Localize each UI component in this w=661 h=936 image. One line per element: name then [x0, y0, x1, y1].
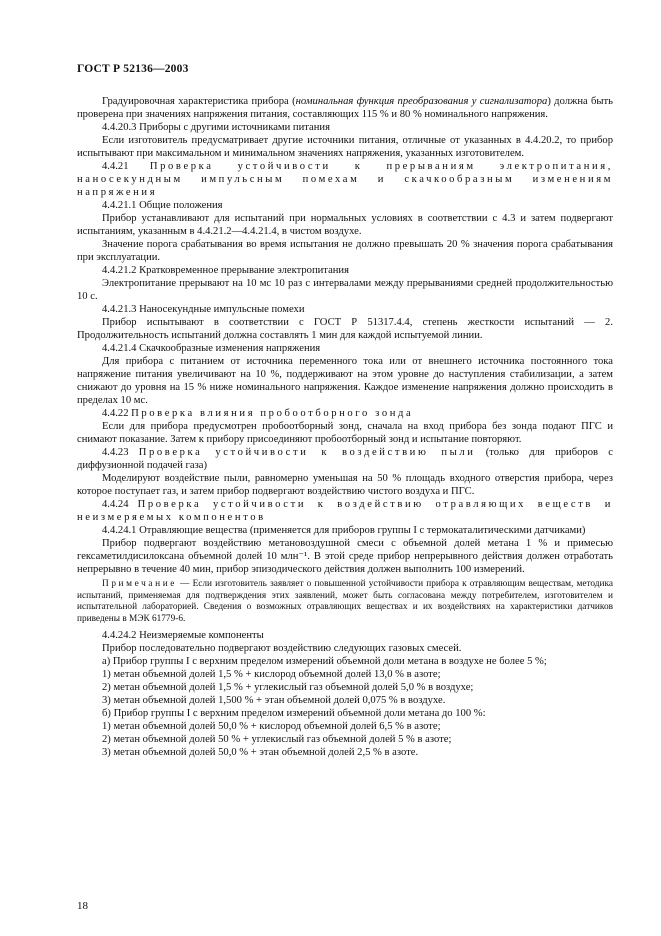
section-heading: 4.4.21.1 Общие положения — [102, 200, 223, 211]
section-heading: 4.4.24.1 Отравляющие вещества (применяется для приборов группы I с термокаталитическими датчиками) — [102, 525, 586, 536]
section-heading: 4.4.23 Проверка устойчивости к воздействию пыли (только для приборов с диффузионной подачей газа) — [77, 447, 613, 471]
section-heading: 4.4.24.2 Неизмеряемые компоненты — [102, 630, 264, 642]
paragraph: Электропитание прерывают на 10 мс 10 раз с интервалами между прерываниями средней продолжительностью 10 с. — [77, 278, 613, 302]
paragraph: Для прибора с питанием от источника переменного тока или от внешнего источника постоянного тока напряжение питания увеличивают на 10 %, поддерживают на этом уровне до наступления стабилизации, а затем снижают до уровня на 15 % ниже номинального напряжения. Каждое изменение напряжения должно происходить в пределах 10 мс. — [77, 356, 613, 406]
list-item: 1) метан объемной долей 50,0 % + кислород объемной долей 6,5 % в азоте; — [102, 721, 441, 733]
list-item: б) Прибор группы I с верхним пределом измерений объемной доли метана до 100 %: — [102, 708, 486, 720]
spaced-title: Проверка устойчивости к прерываниям электропитания, наносекундным импульсным помехам и скачкообразным изменениям напряжения — [77, 161, 613, 198]
list-item: 3) метан объемной долей 50,0 % + этан объемной долей 2,5 % в азоте. — [102, 747, 419, 759]
note-label: Примечание — [102, 579, 177, 589]
spaced-title: Проверка устойчивости к воздействию отравляющих веществ и неизмеряемых компонентов — [77, 499, 613, 523]
list-item: 2) метан объемной долей 1,5 % + углекислый газ объемной долей 5,0 % в воздухе; — [102, 682, 474, 694]
paragraph: Если изготовитель предусматривает другие источники питания, отличные от указанных в 4.4.20.2, то прибор испытывают при максимальном и минимальном значениях напряжения, указанных изготовителем. — [77, 135, 613, 159]
italic-term: номинальная функция преобразования у сигнализатора — [295, 96, 548, 107]
paragraph: Прибор последовательно подвергают воздействию следующих газовых смесей. — [102, 643, 462, 655]
spaced-title: Проверка влияния пробоотборного зонда — [131, 408, 414, 419]
section-heading: 4.4.22 Проверка влияния пробоотборного зонда — [102, 408, 414, 419]
spaced-title: Проверка устойчивости к воздействию пыли — [138, 447, 476, 458]
paragraph: Прибор устанавливают для испытаний при нормальных условиях в соответствии с 4.3 и затем подвергают испытаниям, указанным в 4.4.21.2—4.4.21.4, в чистом воздухе. — [77, 213, 613, 237]
paragraph: Значение порога срабатывания во время испытания не должно превышать 20 % значения порога срабатывания при эксплуатации. — [77, 239, 613, 263]
section-heading: 4.4.21 Проверка устойчивости к прерываниям электропитания, наносекундным импульсным помехам и скачкообразным изменениям напряжения — [77, 161, 613, 198]
section-heading: 4.4.21.2 Кратковременное прерывание электропитания — [102, 265, 349, 276]
document-body — [77, 95, 613, 759]
paragraph: Моделируют воздействие пыли, равномерно уменьшая на 50 % площадь входного отверстия прибора, через которое поступает газ, и затем прибор подвергают воздействию чистого воздуха и ПГС. — [77, 473, 613, 497]
section-heading: 4.4.21.3 Наносекундные импульсные помехи — [102, 304, 305, 315]
list-item: 1) метан объемной долей 1,5 % + кислород объемной долей 13,0 % в азоте; — [102, 669, 441, 681]
page-number: 18 — [77, 900, 88, 912]
paragraph: Прибор подвергают воздействию метановоздушной смеси с объемной долей метана 1 % и примесью гексаметилдисилоксана объемной долей 10 млн⁻¹. В этой среде прибор непрерывного действия должен отработать непрерывно в течение 40 мин, прибор эпизодического действия должен выполнить 100 измерений. — [77, 538, 613, 575]
document-header: ГОСТ Р 52136—2003 — [77, 63, 189, 75]
paragraph: Градуировочная характеристика прибора (номинальная функция преобразования у сигнализатора) должна быть проверена при значениях напряжения питания, составляющих 115 % и 80 % номинального напряжения. — [77, 96, 614, 120]
section-heading: 4.4.24 Проверка устойчивости к воздействию отравляющих веществ и неизмеряемых компонентов — [77, 499, 613, 523]
paragraph: Прибор испытывают в соответствии с ГОСТ Р 51317.4.4, степень жесткости испытаний — 2. Продолжительность испытаний должна составлять 1 мин для каждой испытуемой линии. — [77, 317, 613, 341]
paragraph: Если для прибора предусмотрен пробоотборный зонд, сначала на вход прибора без зонда подают ПГС и снимают показание. Затем к прибору присоединяют пробоотборный зонд и испытание повторяют. — [77, 421, 613, 445]
section-heading: 4.4.21.4 Скачкообразные изменения напряжения — [102, 343, 321, 354]
note: Примечание — Если изготовитель заявляет о повышенной устойчивости прибора к отравляющим веществам, методика испытаний, применяемая для подтверждения этих заявлений, может быть согласована между потребителем, изготовителем и испытательной лабораторией. Сведения о возможных отравляющих веществах и их воздействиях на характеристики датчиков приведены в МЭК 61779-6. — [77, 579, 613, 624]
list-item: 2) метан объемной долей 50 % + углекислый газ объемной долей 5 % в азоте; — [102, 734, 452, 746]
list-item: а) Прибор группы I с верхним пределом измерений объемной доли метана в воздухе не более 5 %; — [102, 656, 547, 668]
section-heading: 4.4.20.3 Приборы с другими источниками питания — [102, 122, 330, 133]
list-item: 3) метан объемной долей 1,500 % + этан объемной долей 0,075 % в воздухе. — [102, 695, 446, 707]
